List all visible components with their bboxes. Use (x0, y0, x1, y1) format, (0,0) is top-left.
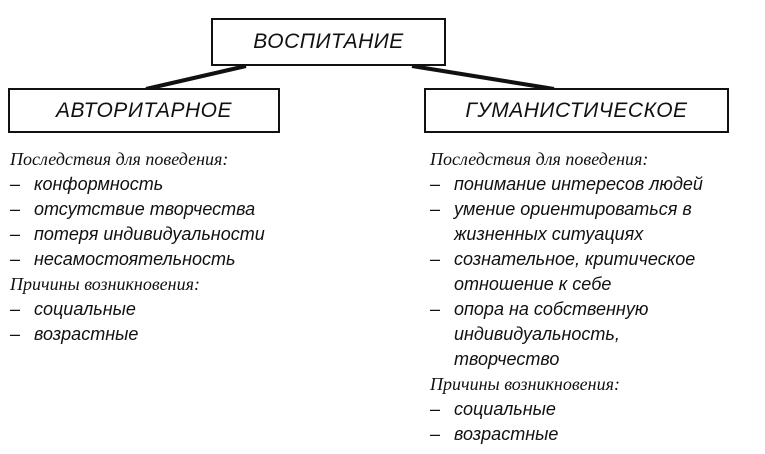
list-item (430, 297, 703, 372)
list-item (10, 247, 265, 272)
humanistic-consequences-heading: Последствия для поведения: (430, 149, 649, 169)
list-item-text: несамостоятельность (34, 249, 236, 269)
authoritarian-consequences-list (10, 172, 265, 272)
list-item (10, 322, 265, 347)
list-item (10, 197, 265, 222)
list-item-text: сознательное, критическое отношение к себе (454, 249, 696, 294)
connector-root-left (146, 66, 246, 89)
list-item (430, 172, 703, 197)
root-label: ВОСПИТАНИЕ (253, 30, 404, 53)
list-dash: – (10, 224, 21, 244)
humanistic-consequences-list (430, 172, 703, 372)
list-dash: – (10, 199, 21, 219)
list-item-text: конформность (34, 174, 164, 194)
humanistic-causes-heading: Причины возникновения: (430, 374, 620, 394)
root-node (211, 18, 446, 66)
list-item (430, 422, 703, 447)
list-dash: – (430, 249, 441, 269)
list-item-text: возрастные (34, 324, 139, 344)
authoritarian-causes-list (10, 297, 265, 347)
list-item-text: умение ориентироваться в жизненных ситуациях (454, 199, 692, 244)
list-item (430, 197, 703, 247)
list-item (10, 297, 265, 322)
list-dash: – (430, 299, 441, 319)
connector-root-right (412, 66, 554, 89)
list-dash: – (430, 424, 441, 444)
list-dash: – (430, 399, 441, 419)
list-dash: – (10, 174, 21, 194)
list-item (430, 247, 703, 297)
humanistic-causes-list (430, 397, 703, 447)
authoritarian-node (8, 88, 280, 133)
list-dash: – (430, 199, 441, 219)
authoritarian-causes-heading: Причины возникновения: (10, 274, 200, 294)
list-item-text: социальные (454, 399, 556, 419)
humanistic-node (424, 88, 729, 133)
humanistic-label: ГУМАНИСТИЧЕСКОЕ (465, 98, 688, 122)
authoritarian-column (10, 147, 265, 347)
authoritarian-consequences-heading: Последствия для поведения: (10, 149, 229, 169)
list-item-text: опора на собственную индивидуальность, творчество (454, 299, 649, 369)
list-item-text: понимание интересов людей (454, 174, 703, 194)
authoritarian-label: АВТОРИТАРНОЕ (56, 98, 232, 122)
list-item-text: возрастные (454, 424, 559, 444)
list-item (10, 222, 265, 247)
list-item-text: социальные (34, 299, 136, 319)
humanistic-column (430, 147, 703, 447)
list-dash: – (10, 324, 21, 344)
list-item-text: потеря индивидуальности (34, 224, 265, 244)
list-item (430, 397, 703, 422)
list-dash: – (10, 249, 21, 269)
list-item (10, 172, 265, 197)
list-dash: – (430, 174, 441, 194)
list-dash: – (10, 299, 21, 319)
list-item-text: отсутствие творчества (34, 199, 256, 219)
